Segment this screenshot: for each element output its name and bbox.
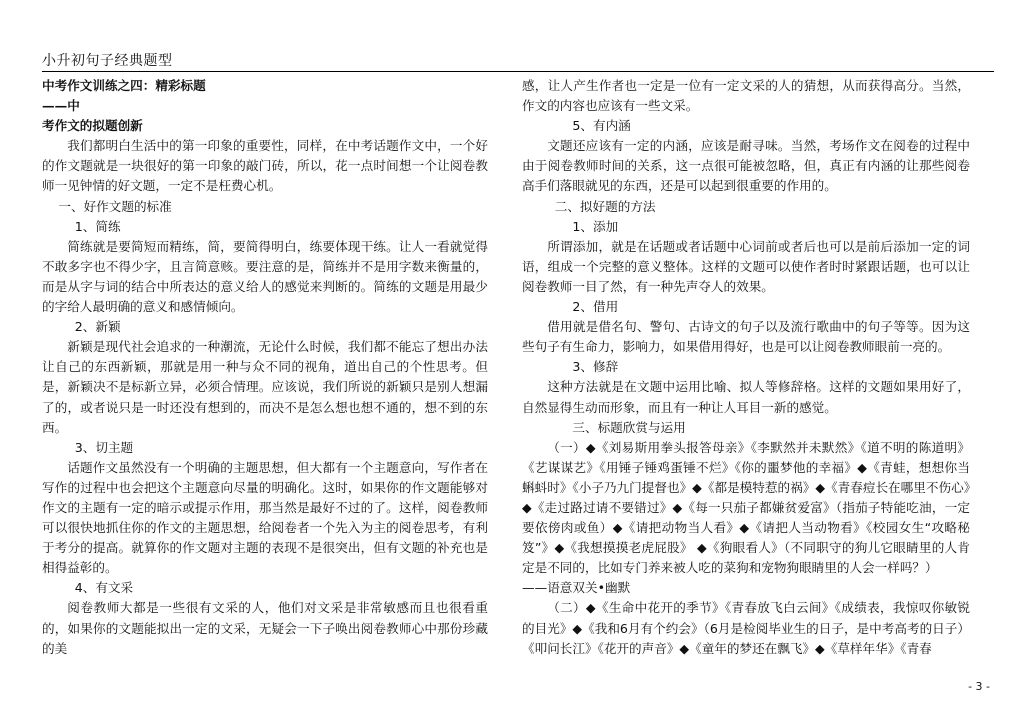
left-paragraph: 我们都明白生活中的第一印象的重要性，同样，在中考话题作文中，一个好的作文题就是一块很好的第一印象的敲门砖，所以，花一点时间想一个让阅卷教师一见钟情的好文题，一定不是枉费心机。 bbox=[42, 138, 488, 194]
left-paragraph: 中考作文训练之四：精彩标题 bbox=[42, 78, 206, 93]
left-paragraph: 新颖是现代社会追求的一种潮流，无论什么时候，我们都不能忘了想出办法让自己的东西新颖，那就是用一种与众不同的视角，道出自己的个性思考。但是，新颖决不是标新立异，必须合情理。应该说，我们所说的新颖只是别人想漏了的，或者说只是一时还没有想到的，而决不是怎么想也想不通的，想不到的东西。 bbox=[42, 339, 488, 435]
left-paragraph: 一、好作文题的标准 bbox=[58, 198, 172, 214]
left-paragraph: 考作文的拟题创新 bbox=[42, 118, 143, 134]
left-paragraph: 话题作文虽然没有一个明确的主题思想，但大都有一个主题意向，写作者在写作的过程中也会把这个主题意向尽量的明确化。这时，如果你的作文题能够对作文的主题有一定的暗示或提示作用，那当然是最好不过的了。这样，阅卷教师可以很快地抓住你的作文的主题思想，给阅卷者一个先入为主的阅卷思考，有利于考分的提高。就算你的作文题对主题的表现不是很突出，但有文题的补充也是相得益彰的。 bbox=[42, 459, 488, 576]
right-paragraph: 2、借用 bbox=[572, 299, 619, 315]
right-paragraph: （二）◆《生命中花开的季节》《青春放飞白云间》《成绩表，我惊叹你敏锐的目光》◆《我和6月有个约会》（6月是检阅毕业生的日子，是中考高考的日子）《叩问长江》《花开的声音》◆《童年的梦还在飘飞》◆《草样年华》《青春 bbox=[522, 600, 970, 656]
right-paragraph: 1、添加 bbox=[572, 218, 619, 234]
left-paragraph: 2、新颖 bbox=[74, 319, 121, 335]
right-paragraph: 所谓添加，就是在话题或者话题中心词前或者后也可以是前后添加一定的词语，组成一个完整的意义整体。这样的文题可以使作者时时紧跟话题，也可以让阅卷教师一目了然，有一种先声夺人的效果。 bbox=[522, 238, 970, 294]
right-paragraph: 感，让人产生作者也一定是一位有一定文采的人的猜想，从而获得高分。当然，作文的内容也应该有一些文采。 bbox=[522, 78, 970, 114]
right-paragraph: 借用就是借名句、警句、古诗文的句子以及流行歌曲中的句子等等。因为这些句子有生命力，影响力，如果借用得好，也是可以让阅卷教师眼前一亮的。 bbox=[522, 319, 970, 355]
left-paragraph: 3、切主题 bbox=[74, 439, 134, 455]
right-column bbox=[522, 76, 970, 659]
page-number: - 3 - bbox=[968, 680, 990, 693]
right-paragraph: 5、有内涵 bbox=[572, 118, 631, 134]
left-paragraph: 简练就是要简短而精练，简，要简得明白，练要体现干练。让人一看就觉得不敢多字也不得少字，且言简意赅。要注意的是，简练并不是用字数来衡量的，而是从字与词的结合中所表达的意义给人的感觉来判断的。简练的文题是用最少的字给人最明确的意义和感情倾向。 bbox=[42, 238, 488, 315]
left-paragraph: 4、有文采 bbox=[74, 580, 134, 596]
page-header: 小升初句子经典题型 bbox=[42, 53, 173, 69]
right-paragraph: 这种方法就是在文题中运用比喻、拟人等修辞格。这样的文题如果用好了，自然显得生动而形象，而且有一种让人耳目一新的感觉。 bbox=[522, 379, 970, 415]
right-paragraph: 二、拟好题的方法 bbox=[554, 198, 656, 214]
right-paragraph: 3、修辞 bbox=[572, 359, 619, 375]
left-paragraph: ——中 bbox=[42, 98, 80, 114]
right-paragraph: ——语意双关•幽默 bbox=[522, 580, 631, 596]
left-paragraph: 阅卷教师大都是一些很有文采的人，他们对文采是非常敏感而且也很看重的，如果你的文题能拟出一定的文采，无疑会一下子唤出阅卷教师心中那份珍藏的美 bbox=[42, 600, 488, 656]
right-paragraph: 三、标题欣赏与运用 bbox=[572, 419, 686, 435]
left-paragraph: 1、简练 bbox=[74, 218, 121, 234]
left-column bbox=[42, 76, 488, 659]
header-rule bbox=[42, 71, 994, 72]
right-paragraph: （一）◆《刘易斯用拳头报答母亲》《李默然并未默然》《道不明的陈道明》《艺谋谋艺》《用锤子锤鸡蛋锤不烂》《你的噩梦他的幸福》◆《青蛙，想想你当蝌蚪时》《小子乃九门提督也》◆《都是模特惹的祸》◆《青春痘长在哪里不伤心》◆《走过路过请不要错过》◆《每一只茄子都嫌贫爱富》（指茄子特能吃油，一定要依傍肉或鱼）◆《请把动物当人看》◆《请把人当动物看》《校园女生“攻略秘笈”》◆《我想摸摸老虎屁股》 ◆《狗眼看人》（不同职守的狗儿它眼睛里的人肯定是不同的，比如专门养来被人吃的菜狗和宠物狗眼睛里的人会一样吗？） bbox=[522, 439, 970, 576]
right-paragraph: 文题还应该有一定的内涵，应该是耐寻味。当然，考场作文在阅卷的过程中由于阅卷教师时间的关系，这一点很可能被忽略，但，真正有内涵的让那些阅卷高手们落眼就见的东西，还是可以起到很重要的作用的。 bbox=[522, 138, 970, 194]
